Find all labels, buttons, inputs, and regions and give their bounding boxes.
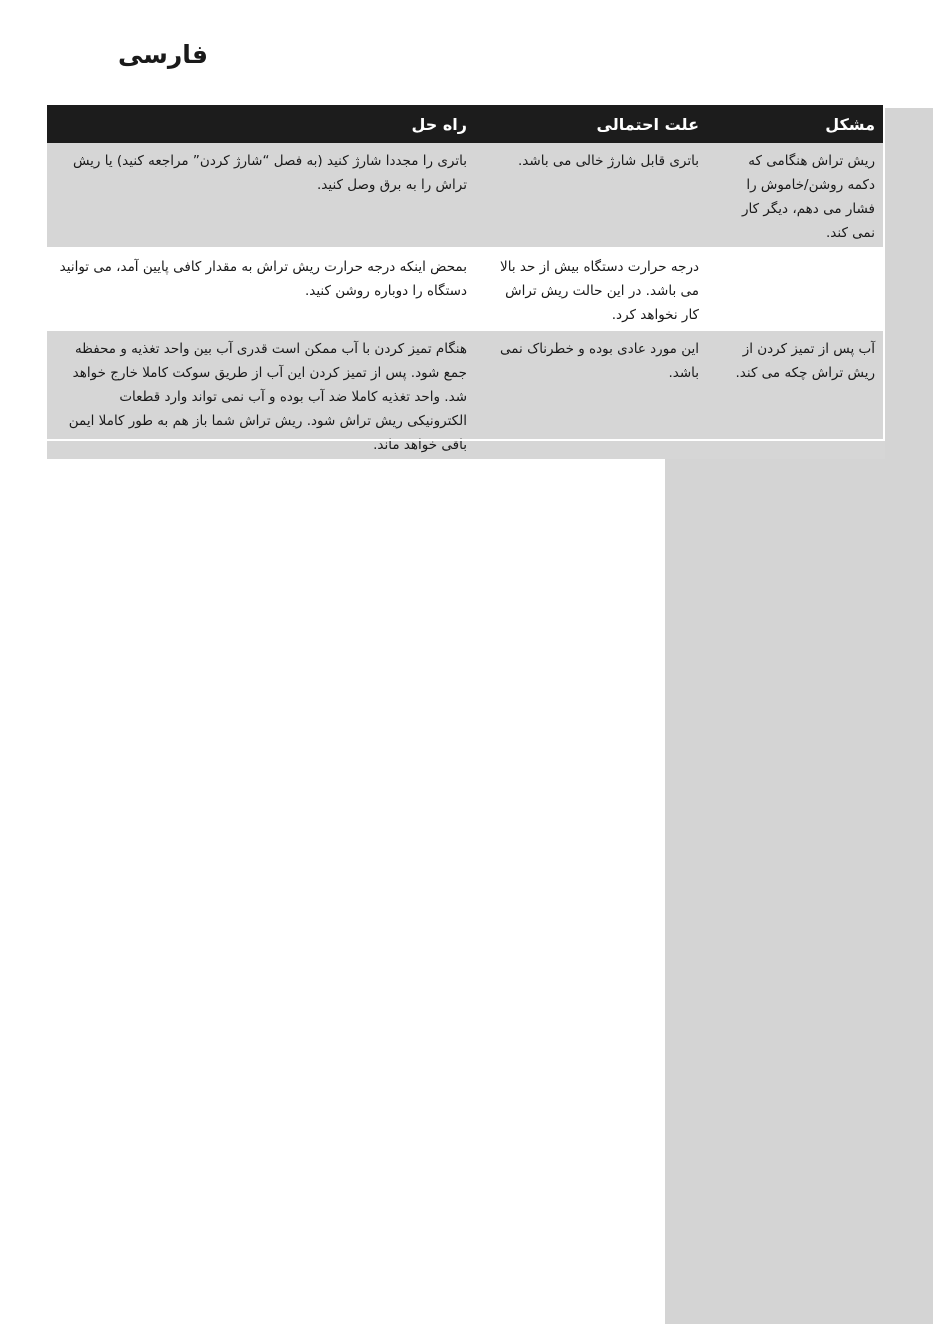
cause-cell: این مورد عادی بوده و خطرناک نمی باشد. [477, 330, 709, 459]
solution-cell: هنگام تمیز کردن با آب ممکن است قدری آب بین واحد تغذیه و محفظه جمع شود. پس از تمیز کردن این آب از طریق سوکت کاملا خارج خواهد شد. واحد تغذیه کاملا ضد آب بوده و آب نمی تواند وارد قطعات الکترونیکی ریش تراش شود. ریش تراش شما باز هم به طور کاملا ایمن باقی خواهد ماند. [47, 330, 477, 459]
solution-cell: باتری را مجددا شارژ کنید (به فصل “شارژ کردن” مراجعه کنید) یا ریش تراش را به برق وصل کنید. [47, 143, 477, 248]
header-solution: راه حل [47, 105, 477, 143]
table-row [47, 143, 885, 248]
solution-cell: بمحض اینکه درجه حرارت ریش تراش به مقدار کافی پایین آمد، می توانید دستگاه را دوباره روشن کنید. [47, 248, 477, 330]
table-row [47, 330, 885, 459]
page-title: فارسی [117, 40, 208, 69]
cause-cell: باتری قابل شارژ خالی می باشد. [477, 143, 709, 248]
table-row [47, 248, 885, 330]
cause-cell: درجه حرارت دستگاه بیش از حد بالا می باشد. در این حالت ریش تراش کار نخواهد کرد. [477, 248, 709, 330]
problem-cell: ریش تراش هنگامی که دکمه روشن/خاموش را فشار می دهم، دیگر کار نمی کند. [709, 143, 885, 248]
table-header-row [47, 105, 885, 143]
problem-cell: آب پس از تمیز کردن از ریش تراش چکه می کند. [709, 330, 885, 459]
problem-cell [709, 248, 885, 330]
troubleshooting-table [47, 105, 885, 459]
header-problem: مشکل [709, 105, 885, 143]
header-cause: علت احتمالی [477, 105, 709, 143]
